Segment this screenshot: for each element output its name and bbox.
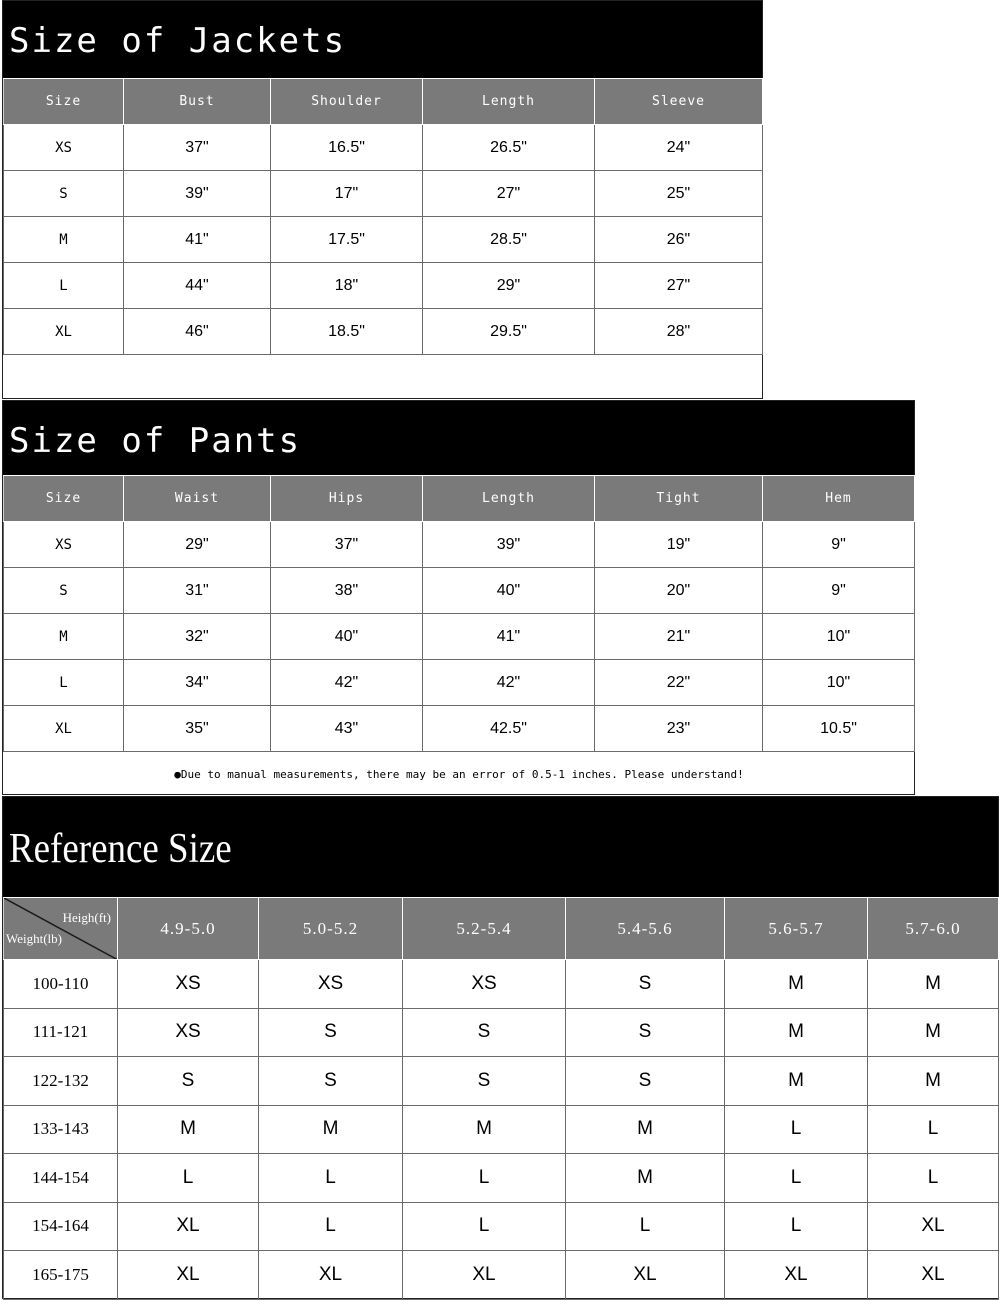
reference-section [2, 796, 999, 1299]
size-cell: S [566, 960, 725, 1009]
size-cell: L [403, 1154, 566, 1203]
size-cell: XS [118, 960, 259, 1009]
value-cell: 42.5" [423, 706, 595, 752]
height-col-header: 5.7-6.0 [868, 898, 999, 960]
reference-table [3, 897, 999, 1300]
pants-col-header: Tight [595, 476, 763, 522]
jackets-section [2, 0, 763, 399]
table-row [4, 960, 999, 1009]
value-cell: 9" [763, 522, 915, 568]
pants-table [3, 475, 915, 797]
size-cell: L [259, 1202, 403, 1251]
corner-header [4, 898, 118, 960]
weight-axis-label: Weight(lb) [6, 931, 62, 946]
size-cell: S [259, 1008, 403, 1057]
table-row [4, 309, 763, 355]
size-cell: XS [259, 960, 403, 1009]
value-cell: 17" [271, 171, 423, 217]
value-cell: 37" [271, 522, 423, 568]
height-col-header: 5.6-5.7 [725, 898, 868, 960]
size-cell: XL [4, 309, 124, 355]
pants-banner [3, 401, 914, 475]
value-cell: 46" [124, 309, 271, 355]
height-col-header: 5.2-5.4 [403, 898, 566, 960]
size-cell: M [403, 1105, 566, 1154]
height-col-header: 5.0-5.2 [259, 898, 403, 960]
value-cell: 18" [271, 263, 423, 309]
table-row [4, 1057, 999, 1106]
value-cell: 40" [271, 614, 423, 660]
table-row [4, 1008, 999, 1057]
size-cell: S [566, 1008, 725, 1057]
value-cell: 27" [595, 263, 763, 309]
table-row [4, 1202, 999, 1251]
size-cell: XS [118, 1008, 259, 1057]
size-cell: XL [403, 1251, 566, 1300]
size-cell: M [868, 1008, 999, 1057]
size-cell: M [868, 960, 999, 1009]
size-cell: S [4, 171, 124, 217]
pants-col-header: Length [423, 476, 595, 522]
size-cell: L [868, 1105, 999, 1154]
value-cell: 26.5" [423, 125, 595, 171]
value-cell: 20" [595, 568, 763, 614]
size-cell: XL [4, 706, 124, 752]
size-cell: M [259, 1105, 403, 1154]
value-cell: 40" [423, 568, 595, 614]
size-cell: XL [118, 1251, 259, 1300]
value-cell: 10.5" [763, 706, 915, 752]
diagonal-divider [4, 898, 118, 960]
table-row [4, 171, 763, 217]
pants-col-header: Hem [763, 476, 915, 522]
weight-cell: 144-154 [4, 1154, 118, 1203]
pants-header-row [4, 476, 915, 522]
table-row [4, 1105, 999, 1154]
value-cell: 32" [124, 614, 271, 660]
size-cell: S [403, 1057, 566, 1106]
value-cell: 28.5" [423, 217, 595, 263]
size-cell: M [4, 217, 124, 263]
table-row [4, 263, 763, 309]
size-cell: S [118, 1057, 259, 1106]
table-row [4, 568, 915, 614]
value-cell: 10" [763, 660, 915, 706]
table-row [4, 125, 763, 171]
pants-col-header: Waist [124, 476, 271, 522]
pants-col-header: Size [4, 476, 124, 522]
value-cell: 29.5" [423, 309, 595, 355]
table-row [4, 217, 763, 263]
size-cell: XS [4, 522, 124, 568]
value-cell: 34" [124, 660, 271, 706]
value-cell: 28" [595, 309, 763, 355]
jackets-col-header: Shoulder [271, 79, 423, 125]
size-cell: XL [725, 1251, 868, 1300]
weight-cell: 133-143 [4, 1105, 118, 1154]
weight-cell: 165-175 [4, 1251, 118, 1300]
size-cell: XL [118, 1202, 259, 1251]
jackets-table [3, 78, 763, 355]
value-cell: 31" [124, 568, 271, 614]
table-row [4, 706, 915, 752]
pants-section [2, 400, 915, 795]
size-cell: L [725, 1202, 868, 1251]
size-cell: L [118, 1154, 259, 1203]
value-cell: 27" [423, 171, 595, 217]
value-cell: 22" [595, 660, 763, 706]
size-cell: S [566, 1057, 725, 1106]
value-cell: 37" [124, 125, 271, 171]
size-cell: S [403, 1008, 566, 1057]
value-cell: 41" [423, 614, 595, 660]
jackets-col-header: Bust [124, 79, 271, 125]
height-col-header: 4.9-5.0 [118, 898, 259, 960]
size-cell: M [725, 1057, 868, 1106]
value-cell: 41" [124, 217, 271, 263]
pants-col-header: Hips [271, 476, 423, 522]
reference-header-row [4, 898, 999, 960]
measurement-note: ●Due to manual measurements, there may be an error of 0.5-1 inches. Please understand! [4, 752, 915, 797]
size-cell: XL [868, 1251, 999, 1300]
weight-cell: 111-121 [4, 1008, 118, 1057]
value-cell: 29" [423, 263, 595, 309]
size-cell: XL [868, 1202, 999, 1251]
height-axis-label: Heigh(ft) [62, 910, 111, 925]
weight-cell: 100-110 [4, 960, 118, 1009]
size-cell: L [725, 1154, 868, 1203]
table-row [4, 660, 915, 706]
size-cell: L [725, 1105, 868, 1154]
jackets-header-row [4, 79, 763, 125]
size-cell: M [566, 1154, 725, 1203]
size-cell: L [868, 1154, 999, 1203]
value-cell: 44" [124, 263, 271, 309]
size-cell: L [566, 1202, 725, 1251]
size-cell: L [403, 1202, 566, 1251]
reference-banner [3, 797, 998, 897]
jackets-title: Size of Jackets [9, 21, 347, 61]
value-cell: 42" [271, 660, 423, 706]
size-cell: M [725, 960, 868, 1009]
reference-title: Reference Size [9, 826, 232, 872]
size-cell: S [259, 1057, 403, 1106]
value-cell: 29" [124, 522, 271, 568]
value-cell: 17.5" [271, 217, 423, 263]
value-cell: 9" [763, 568, 915, 614]
jackets-col-header: Length [423, 79, 595, 125]
value-cell: 21" [595, 614, 763, 660]
value-cell: 10" [763, 614, 915, 660]
size-cell: M [725, 1008, 868, 1057]
jackets-banner [3, 1, 762, 78]
height-col-header: 5.4-5.6 [566, 898, 725, 960]
value-cell: 35" [124, 706, 271, 752]
size-cell: M [4, 614, 124, 660]
table-row [4, 1251, 999, 1300]
value-cell: 23" [595, 706, 763, 752]
value-cell: 25" [595, 171, 763, 217]
size-cell: XS [403, 960, 566, 1009]
value-cell: 38" [271, 568, 423, 614]
table-row [4, 1154, 999, 1203]
size-cell: XS [4, 125, 124, 171]
size-cell: XL [259, 1251, 403, 1300]
weight-cell: 122-132 [4, 1057, 118, 1106]
value-cell: 43" [271, 706, 423, 752]
pants-title: Size of Pants [9, 421, 302, 461]
value-cell: 42" [423, 660, 595, 706]
value-cell: 26" [595, 217, 763, 263]
jackets-col-header: Size [4, 79, 124, 125]
value-cell: 24" [595, 125, 763, 171]
size-cell: M [868, 1057, 999, 1106]
table-row [4, 522, 915, 568]
size-cell: L [4, 660, 124, 706]
note-row [4, 752, 915, 797]
size-cell: L [259, 1154, 403, 1203]
weight-cell: 154-164 [4, 1202, 118, 1251]
table-row [4, 614, 915, 660]
value-cell: 19" [595, 522, 763, 568]
size-cell: S [4, 568, 124, 614]
size-cell: M [566, 1105, 725, 1154]
value-cell: 39" [423, 522, 595, 568]
value-cell: 16.5" [271, 125, 423, 171]
size-cell: L [4, 263, 124, 309]
jackets-col-header: Sleeve [595, 79, 763, 125]
value-cell: 18.5" [271, 309, 423, 355]
size-cell: M [118, 1105, 259, 1154]
value-cell: 39" [124, 171, 271, 217]
size-cell: XL [566, 1251, 725, 1300]
